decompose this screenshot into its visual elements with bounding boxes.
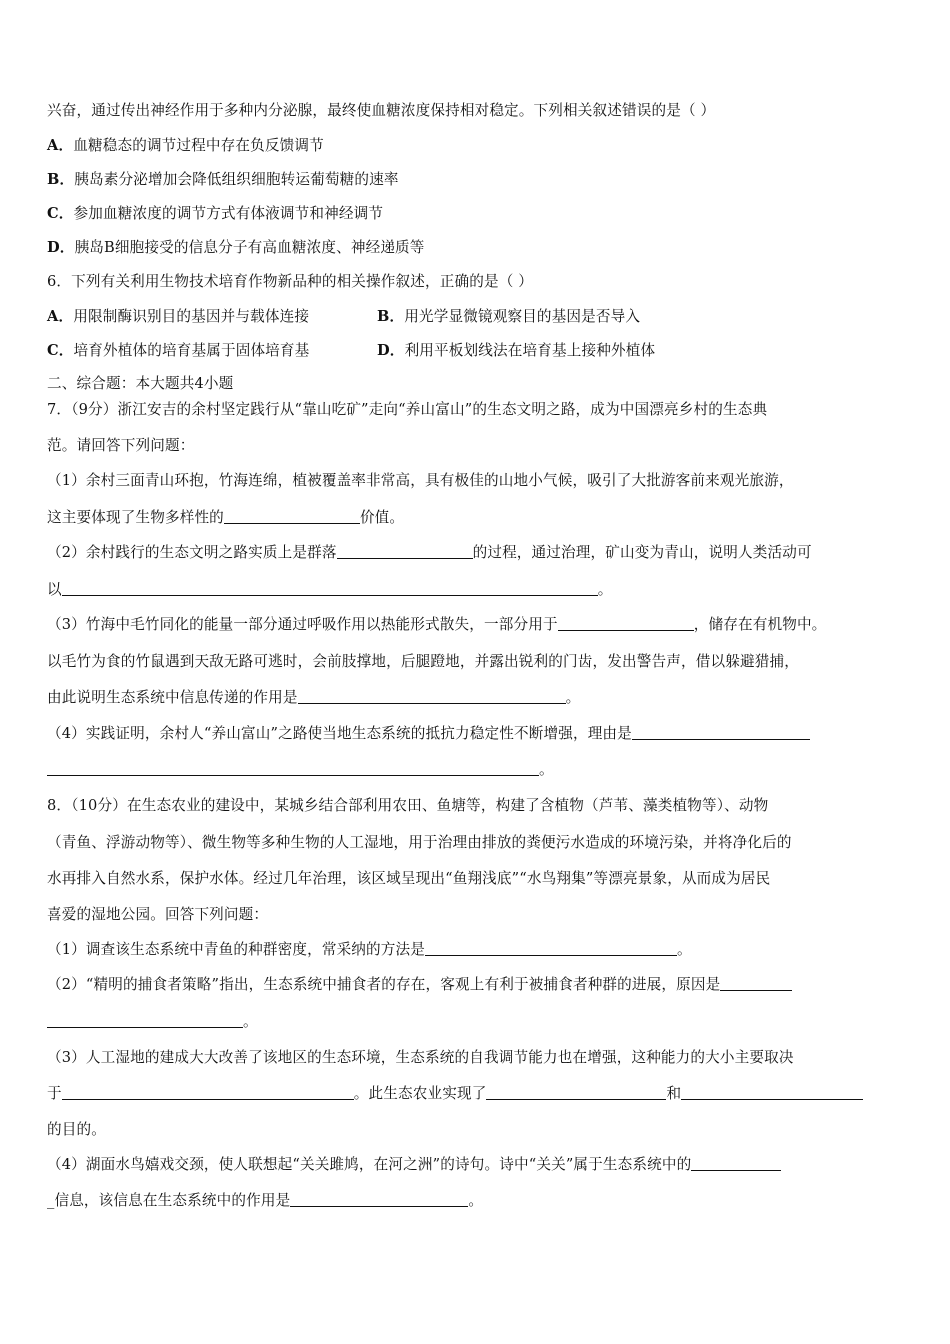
q8-stem-line2: （青鱼、浮游动物等）、微生物等多种生物的人工湿地，用于治理由排放的粪便污水造成的环境污染，并将净化后的: [47, 834, 792, 851]
text: 。: [539, 761, 554, 778]
answer-blank[interactable]: [337, 544, 473, 559]
answer-blank[interactable]: [425, 941, 677, 956]
q6-options-row1: [47, 307, 847, 327]
answer-blank[interactable]: [681, 1085, 863, 1100]
q7-part3-line3: [47, 688, 580, 708]
q5-option-c: [47, 204, 383, 224]
q6-option-a: [47, 308, 309, 325]
option-text: 参加血糖浓度的调节方式有体液调节和神经调节: [73, 205, 384, 222]
text: 。: [468, 1192, 484, 1209]
q7-part2-line2: [47, 580, 613, 600]
text: 的过程，通过治理，矿山变为青山，说明人类活动可: [472, 544, 812, 561]
answer-blank[interactable]: [298, 689, 566, 704]
q8-stem-line4: 喜爱的湿地公园。回答下列问题：: [47, 906, 269, 923]
q6-stem: 6．下列有关利用生物技术培育作物新品种的相关操作叙述，正确的是（ ）: [47, 273, 534, 290]
q5-option-d: [47, 238, 425, 258]
text: 这主要体现了生物多样性的: [47, 509, 224, 526]
text: 。: [243, 1013, 258, 1030]
q7-part4-line2: [47, 760, 554, 780]
q8-stem-line1: 8．（10分）在生态农业的建设中，某城乡结合部利用农田、鱼塘等，构建了含植物（芦苇、藻类植物等）、动物: [47, 797, 769, 814]
q8-part4-line2: [47, 1191, 483, 1211]
q7-part1-line2: [47, 508, 404, 528]
q7-part2-line1: [47, 543, 812, 563]
text: （3）竹海中毛竹同化的能量一部分通过呼吸作用以热能形式散失，一部分用于: [47, 616, 558, 633]
answer-blank[interactable]: [47, 1013, 243, 1028]
answer-blank[interactable]: [691, 1156, 781, 1171]
text: （1）调查该生态系统中青鱼的种群密度，常采纳的方法是: [47, 941, 426, 958]
text: （4）湖面水鸟嬉戏交颈，使人联想起“关关雎鸠，在河之洲”的诗句。诗中“关关”属于生态系统中的: [47, 1156, 692, 1173]
answer-blank[interactable]: [558, 616, 694, 631]
answer-blank[interactable]: [632, 725, 810, 740]
option-letter: A．: [47, 308, 74, 325]
q7-part3-line1: [47, 615, 826, 635]
q6-option-d: [377, 341, 655, 361]
answer-blank[interactable]: [720, 976, 792, 991]
answer-blank[interactable]: [224, 509, 360, 524]
text: 。: [597, 581, 613, 598]
text: 以: [47, 581, 62, 598]
text: 价值。: [359, 509, 405, 526]
text: 。此生态农业实现了: [353, 1085, 487, 1102]
text: 。: [677, 941, 692, 958]
q8-stem-line3: 水再排入自然水系，保护水体。经过几年治理，该区域呈现出“鱼翔浅底”“水鸟翔集”等漂亮景象，从而成为居民: [47, 870, 771, 887]
option-letter: B．: [377, 308, 405, 325]
option-letter: D．: [47, 239, 75, 256]
option-letter: A．: [47, 137, 74, 154]
text: （2）“精明的捕食者策略”指出，生态系统中捕食者的存在，客观上有利于被捕食者种群的进展，原因是: [47, 976, 721, 993]
q8-part1: [47, 940, 692, 960]
text: 于: [47, 1085, 62, 1102]
q7-part1-line1: （1）余村三面青山环抱，竹海连绵，植被覆盖率非常高，具有极佳的山地小气候，吸引了大批游客前来观光旅游，: [47, 472, 794, 489]
q6-options-row2: [47, 341, 847, 361]
answer-blank[interactable]: [62, 1085, 354, 1100]
text: ，储存在有机物中。: [693, 616, 827, 633]
answer-blank[interactable]: [486, 1085, 666, 1100]
q6-option-c: [47, 342, 309, 359]
option-text: 用限制酶识别目的基因并与载体连接: [73, 308, 310, 325]
q7-part4-line1: [47, 724, 903, 744]
option-text: 利用平板划线法在培育基上接种外植体: [404, 342, 656, 359]
q7-stem-line1: 7．（9分）浙江安吉的余村坚定践行从“靠山吃矿”走向“养山富山”的生态文明之路，成为中国漂亮乡村的生态典: [47, 401, 768, 418]
q5-option-a: [47, 136, 324, 156]
option-text: 用光学显微镜观察目的基因是否导入: [404, 308, 641, 325]
q5-stem: 兴奋，通过传出神经作用于多种内分泌腺，最终使血糖浓度保持相对稳定。下列相关叙述错误的是（ ）: [47, 102, 716, 119]
q8-part2-line2: [47, 1012, 258, 1032]
q5-option-b: [47, 170, 399, 190]
q8-part2-line1: [47, 975, 903, 995]
q7-stem-line2: 范。请回答下列问题：: [47, 437, 195, 454]
q8-part3-line1: （3）人工湿地的建成大大改善了该地区的生态环境，生态系统的自我调节能力也在增强，这种能力的大小主要取决: [47, 1049, 794, 1066]
q8-part4-line1: [47, 1155, 903, 1175]
option-letter: C．: [47, 342, 74, 359]
text: 。: [565, 689, 581, 706]
text: 由此说明生态系统中信息传递的作用是: [47, 689, 298, 706]
option-letter: B．: [47, 171, 75, 188]
q8-part3-line2: [47, 1084, 863, 1104]
answer-blank[interactable]: [62, 581, 598, 596]
q6-option-b: [377, 307, 640, 327]
answer-blank[interactable]: [47, 761, 539, 776]
option-text: 胰岛素分泌增加会降低组织细胞转运葡萄糖的速率: [74, 171, 399, 188]
text: 和: [666, 1085, 682, 1102]
q7-part3-line2: 以毛竹为食的竹鼠遇到天敌无路可逃时，会前肢撑地，后腿蹬地，并露出锐利的门齿，发出警告声，借以躲避猎捕，: [47, 653, 799, 670]
option-text: 培育外植体的培育基属于固体培育基: [73, 342, 310, 359]
option-letter: C．: [47, 205, 74, 222]
option-text: 胰岛B细胞接受的信息分子有高血糖浓度、神经递质等: [74, 239, 425, 256]
text: （2）余村践行的生态文明之路实质上是群落: [47, 544, 337, 561]
option-letter: D．: [377, 342, 405, 359]
option-text: 血糖稳态的调节过程中存在负反馈调节: [73, 137, 324, 154]
answer-blank[interactable]: [290, 1192, 468, 1207]
section-heading: 二、综合题：本大题共4小题: [47, 375, 234, 392]
q8-part3-line3: 的目的。: [47, 1121, 106, 1138]
text: （4）实践证明，余村人“养山富山”之路使当地生态系统的抵抗力稳定性不断增强，理由是: [47, 725, 632, 742]
text: _信息，该信息在生态系统中的作用是: [47, 1192, 291, 1209]
